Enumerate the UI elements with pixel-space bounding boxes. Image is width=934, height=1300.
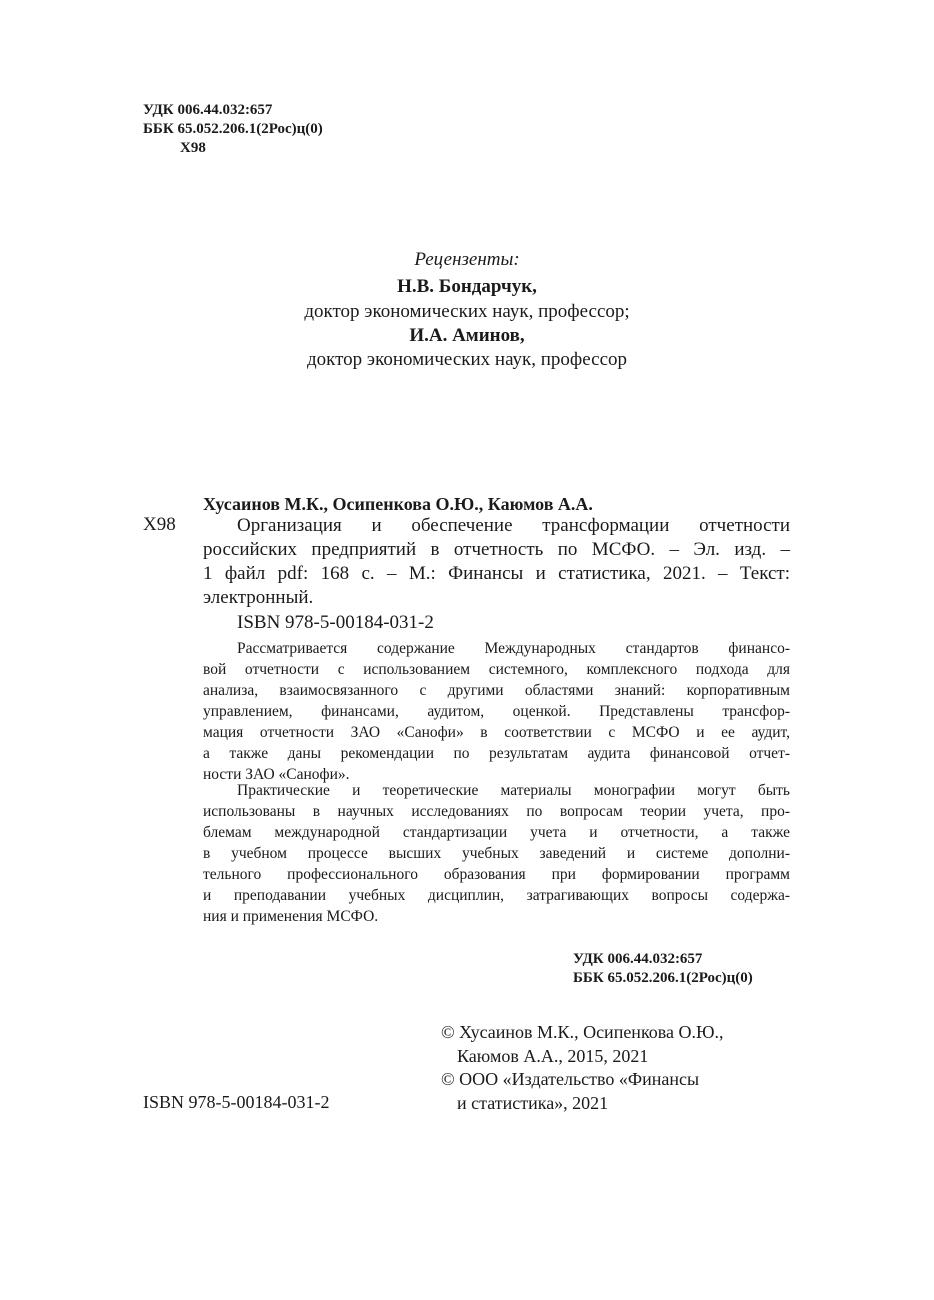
abstract-line: ности ЗАО «Санофи». [203, 766, 350, 783]
description-line: 1 файл pdf: 168 с. – М.: Финансы и статистика, 2021. – Текст: [203, 563, 790, 584]
abstract-line: ния и применения МСФО. [203, 908, 379, 925]
entry-isbn: ISBN 978-5-00184-031-2 [237, 612, 434, 633]
abstract-line: тельного профессионального образования при формировании программ [203, 866, 790, 883]
abstract-line: вой отчетности с использованием системного, комплексного подхода для [203, 661, 790, 678]
abstract-line: Рассматривается содержание Международных стандартов финансо- [237, 640, 790, 657]
description-line: электронный. [203, 587, 314, 608]
author-mark-top: Х98 [180, 140, 206, 156]
entry-description [203, 514, 790, 610]
abstract-line: использованы в научных исследованиях по вопросам теории учета, про- [203, 803, 790, 820]
reviewer-1-name: Н.В. Бондарчук, [397, 276, 537, 297]
udk-code-bottom: УДК 006.44.032:657 [573, 951, 703, 967]
copyright-line: Каюмов А.А., 2015, 2021 [457, 1046, 649, 1066]
abstract-line: мация отчетности ЗАО «Санофи» в соответствии с МСФО и ее аудит, [203, 724, 790, 741]
abstract-line: анализа, взаимосвязанного с другими областями знаний: корпоративным [203, 682, 790, 699]
copyright-line: и статистика», 2021 [457, 1093, 609, 1113]
entry-author-mark: Х98 [143, 514, 176, 535]
abstract-line: управлением, финансами, аудитом, оценкой. Представлены трансфор- [203, 703, 790, 720]
abstract-line: а также даны рекомендации по результатам аудита финансовой отчет- [203, 745, 790, 762]
abstract-line: и преподавании учебных дисциплин, затрагивающих вопросы содержа- [203, 887, 790, 904]
entry-authors: Хусаинов М.К., Осипенкова О.Ю., Каюмов А.А. [203, 494, 593, 514]
abstract-line: в учебном процессе высших учебных заведений и системе дополни- [203, 845, 790, 862]
abstract-paragraph-1 [203, 638, 790, 785]
abstract-paragraph-2 [203, 780, 790, 927]
abstract-line: блемам международной стандартизации учета и отчетности, а также [203, 824, 790, 841]
isbn-bottom: ISBN 978-5-00184-031-2 [143, 1092, 330, 1112]
reviewer-1-title: доктор экономических наук, профессор; [304, 301, 630, 322]
bbk-code-bottom: ББК 65.052.206.1(2Рос)ц(0) [573, 970, 753, 986]
copyright-line: © Хусаинов М.К., Осипенкова О.Ю., [441, 1022, 724, 1042]
description-line: Организация и обеспечение трансформации отчетности [237, 515, 790, 536]
description-line: российских предприятий в отчетность по МСФО. – Эл. изд. – [203, 539, 790, 560]
reviewer-2-title: доктор экономических наук, профессор [306, 349, 628, 370]
copyright-line: © ООО «Издательство «Финансы [441, 1069, 700, 1089]
udk-code-top: УДК 006.44.032:657 [143, 102, 273, 118]
abstract-line: Практические и теоретические материалы монографии могут быть [237, 782, 790, 799]
reviewer-2-name: И.А. Аминов, [409, 325, 525, 346]
reviewers-heading: Рецензенты: [414, 249, 520, 270]
bbk-code-top: ББК 65.052.206.1(2Рос)ц(0) [143, 121, 323, 137]
